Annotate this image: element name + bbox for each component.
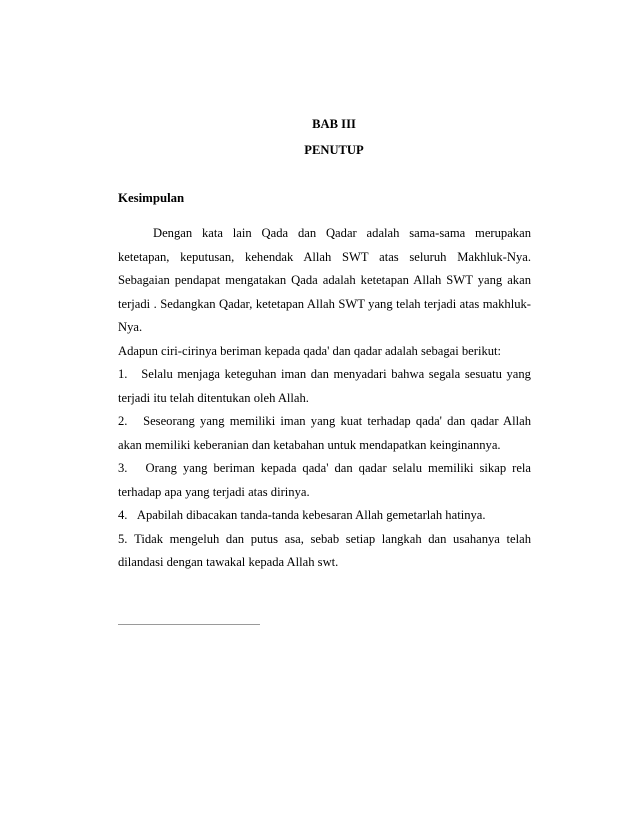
list-item-number: 1. <box>118 367 128 381</box>
list-item-text: Selalu menjaga keteguhan iman dan menyadari bahwa segala sesuatu yang terjadi itu telah ditentukan oleh Allah. <box>118 367 531 405</box>
list-item <box>118 528 531 575</box>
list-item-text: Apabilah dibacakan tanda-tanda kebesaran Allah gemetarlah hatinya. <box>136 508 486 522</box>
list-item-number: 4. <box>118 508 128 522</box>
list-item-text: Orang yang beriman kepada qada' dan qadar selalu memiliki sikap rela terhadap apa yang terjadi atas dirinya. <box>118 461 531 499</box>
chapter-title: PENUTUP <box>304 143 364 157</box>
intro-paragraph: Dengan kata lain Qada dan Qadar adalah sama-sama merupakan ketetapan, keputusan, kehendak Allah SWT atas seluruh Makhluk-Nya. Sebagaian pendapat mengatakan Qada adalah ketetapan Allah SWT yang akan terjadi . Sedangkan Qadar, ketetapan Allah SWT yang telah terjadi atas makhluk-Nya. <box>118 226 531 334</box>
list-item <box>118 363 531 410</box>
body-text <box>118 222 531 575</box>
footnote-separator <box>118 624 260 625</box>
list-item-number: 2. <box>118 414 128 428</box>
list-item <box>118 410 531 457</box>
list-item-text: Seseorang yang memiliki iman yang kuat terhadap qada' dan qadar Allah akan memiliki keberanian dan ketabahan untuk mendapatkan keinginannya. <box>118 414 532 452</box>
list-item-number: 3. <box>118 461 128 475</box>
list-item-number: 5. <box>118 531 128 546</box>
list-item <box>118 457 531 504</box>
list-item <box>118 504 531 528</box>
list-intro-paragraph: Adapun ciri-cirinya beriman kepada qada' dan qadar adalah sebagai berikut: <box>118 343 502 358</box>
chapter-number: BAB III <box>312 117 356 131</box>
section-heading: Kesimpulan <box>118 191 185 205</box>
list-item-text: Tidak mengeluh dan putus asa, sebab setiap langkah dan usahanya telah dilandasi dengan tawakal kepada Allah swt. <box>118 531 531 569</box>
